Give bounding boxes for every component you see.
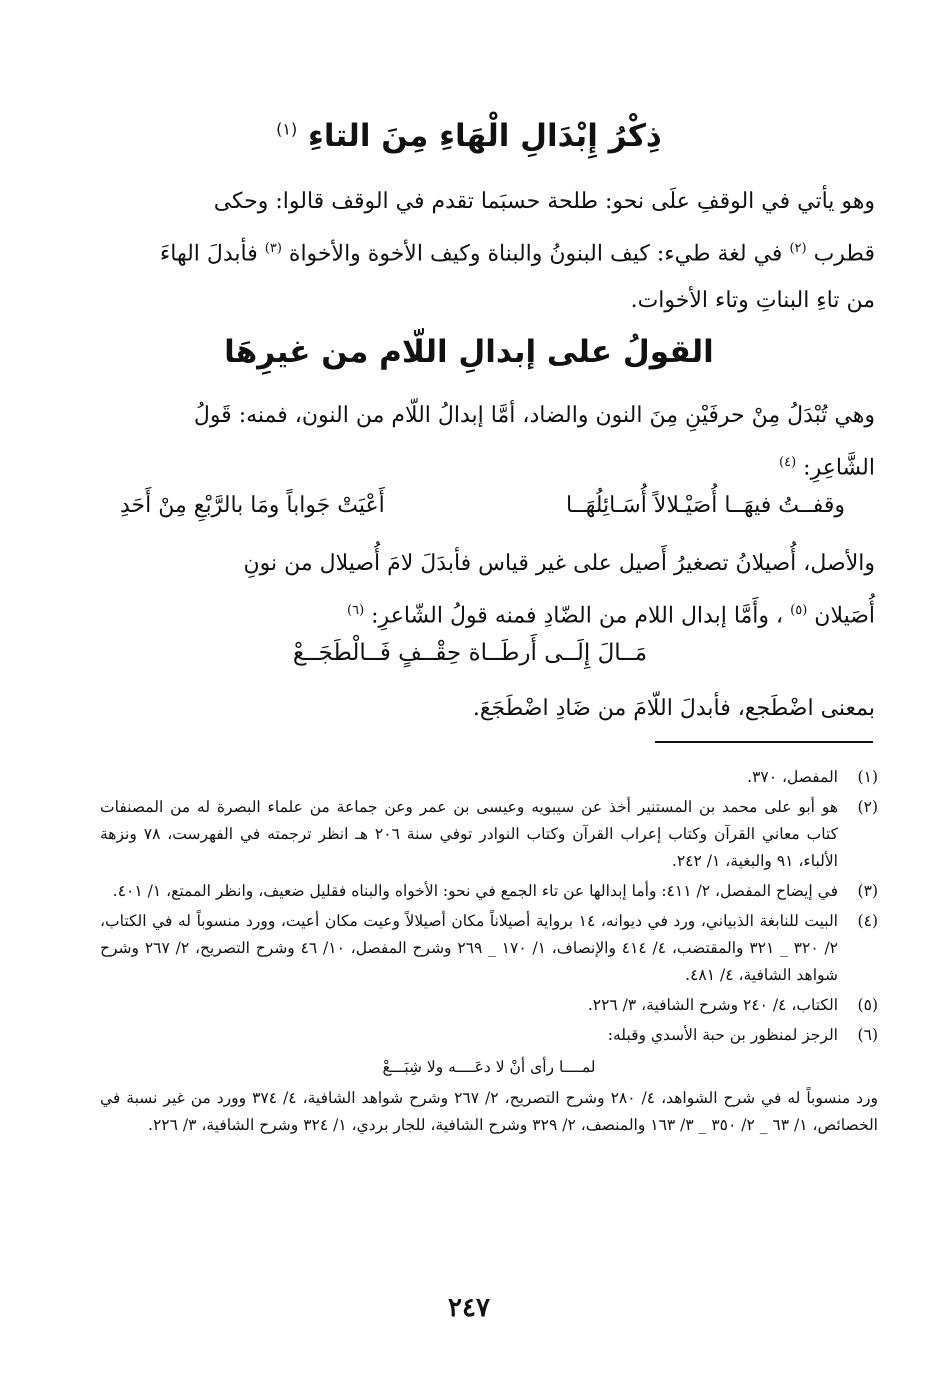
heading-text: القولُ على إبدالِ اللّام من غيرِهَا xyxy=(224,334,714,370)
text-line: وهو يأتي في الوقفِ علَى نحو: طلحة حسبَما تقدم في الوقف قالوا: وحكى xyxy=(213,189,875,214)
text-line: وهي تُبْدَلُ مِنْ حرفَيْنِ مِنَ النون والضاد، أمَّا إبدالُ اللّام من النون، فمنه: قَولُ xyxy=(193,403,875,428)
footnotes xyxy=(100,764,878,1139)
footnote-4 xyxy=(100,908,878,989)
footnote-ref: (٣) xyxy=(264,241,282,256)
footnote-ref: (٥) xyxy=(790,603,808,618)
footnote-2 xyxy=(100,794,878,875)
verse-hemistich-right: وقفــتُ فيهَــا أُصَيْـلالاً أُسَـائِلُهَــا xyxy=(565,493,845,518)
text-run: قطرب xyxy=(813,241,875,267)
text-run: في لغة طيء: كيف البنونُ والبناة وكيف الأخوة والأخواة xyxy=(288,241,783,267)
footnote-ref: (٤) xyxy=(779,455,797,470)
footnote-text: هو أبو على محمد بن المستنير أخذ عن سيبويه وعيسى بن عمر وعن جماعة من علماء البصرة له من المصنفات كتاب معاني القرآن وكتاب إعراب القرآن وكتاب النوادر توفي سنة ٢٠٦ هـ انظر ترجمته في الفهرست، ٧٨ ونزهة الألباء، ٩١ والبغية، ١/ ٢٤٢. xyxy=(100,798,838,870)
footnote-text: في إيضاح المفصل، ٢/ ٤١١: وأما إبدالها عن تاء الجمع في نحو: الأخواه والبناه فقليل ضعيف، وانظر الممتع، ١/ ٤٠١. xyxy=(112,882,838,900)
footnote-number: (٤) xyxy=(857,912,878,930)
text-run: أُصَيلان xyxy=(814,603,875,629)
footnote-5 xyxy=(100,992,878,1019)
footnote-number: (١) xyxy=(857,768,878,786)
footnote-text: الكتاب، ٤/ ٢٤٠ وشرح الشافية، ٣/ ٢٢٦. xyxy=(587,996,838,1014)
footnote-separator xyxy=(655,741,873,743)
footnote-number: (٦) xyxy=(857,1026,878,1044)
text-run: فأبدلَ الهاءَ xyxy=(159,241,258,267)
poetry-verse-1 xyxy=(120,493,845,518)
footnote-text: البيت للنابغة الذبياني، ورد في ديوانه، ١٤ برواية أصيلاناً مكان أصيلالاً وعيت مكان أعيت، وورد منسوباً له في الكتاب، ٢/ ٣٢٠ _ ٣٢١ والمقتضب، ٤/ ٤١٤ والإنصاف، ١/ ١٧٠ _ ٢٦٩ وشرح المفصل، ١٠/ ٤٦ وشرح التصريح، ٢/ ٢٦٧ وشرح شواهد الشافية، ٤/ ٤٨١. xyxy=(100,912,838,984)
text-line: من تاءِ البناتِ وتاء الأخوات. xyxy=(630,288,875,314)
text-run: الشَّاعِرِ: xyxy=(803,455,875,481)
text-run: ، وأَمَّا إبدال اللام من الضّادِ فمنه قولُ الشّاعرِ: xyxy=(371,603,784,629)
poetry-verse-2: مَــالَ إِلَــى أَرطَــاة حِقْــفٍ فَــالْطَجَــعْ xyxy=(292,640,648,666)
footnote-ref: (٢) xyxy=(789,241,807,256)
text-line xyxy=(100,225,875,277)
section-heading-ha xyxy=(80,118,858,154)
footnote-text: الرجز لمنظور بن حبة الأسدي وقبله: xyxy=(607,1026,838,1044)
footnote-continuation: ورد منسوباً له في شرح الشواهد، ٤/ ٢٨٠ وشرح التصريح، ٢/ ٢٦٧ وشرح شواهد الشافية، ٤/ ٣٧٤ وورد من غير نسبة في الخصائص، ١/ ٦٣ _ ٢/ ٣٥٠ _ ٣/ ١٦٣ والمنصف، ٢/ ٣٢٩ وشرح الشافية، للجار بردي، ١/ ٣٢٤ وشرح الشافية، ٣/ ٢٢٦. xyxy=(100,1089,879,1134)
text-line xyxy=(100,587,875,639)
footnote-number: (٢) xyxy=(857,798,878,816)
paragraph-asilal xyxy=(100,540,875,639)
verse-hemistich-left: أَعْيَتْ جَواباً ومَا بالرَّبْعِ مِنْ أَحَدِ xyxy=(120,493,385,518)
text-line: والأصل، أُصيلانُ تصغيرُ أَصيل على غير قياس فأبدَلَ لامَ أُصيلال من نونِ xyxy=(243,551,875,576)
footnote-3 xyxy=(100,878,878,905)
text-line: بمعنى اضْطَجع، فأبدلَ اللّامَ من ضَادِ اضْطَجَعَ. xyxy=(472,696,875,721)
page-number: ٢٤٧ xyxy=(448,1293,490,1323)
footnote-number: (٣) xyxy=(857,882,878,900)
text-line xyxy=(100,439,875,491)
footnote-6 xyxy=(100,1022,878,1049)
paragraph-lam xyxy=(100,392,875,491)
footnote-1 xyxy=(100,764,878,791)
heading-text: ذِكْرُ إِبْدَالِ الْهَاءِ مِنَ التاءِ xyxy=(308,118,662,154)
footnote-text: المفصل، ٣٧٠. xyxy=(747,768,838,786)
footnote-ref: (١) xyxy=(276,119,298,139)
footnote-verse: لمــــا رأى أنْ لا دعَــــه ولا شِبَـــعْ xyxy=(382,1058,596,1076)
section-heading-lam xyxy=(80,334,858,370)
footnote-number: (٥) xyxy=(857,996,878,1014)
paragraph-ha xyxy=(100,178,875,324)
footnote-ref: (٦) xyxy=(347,603,365,618)
paragraph-idtaja xyxy=(100,685,875,732)
